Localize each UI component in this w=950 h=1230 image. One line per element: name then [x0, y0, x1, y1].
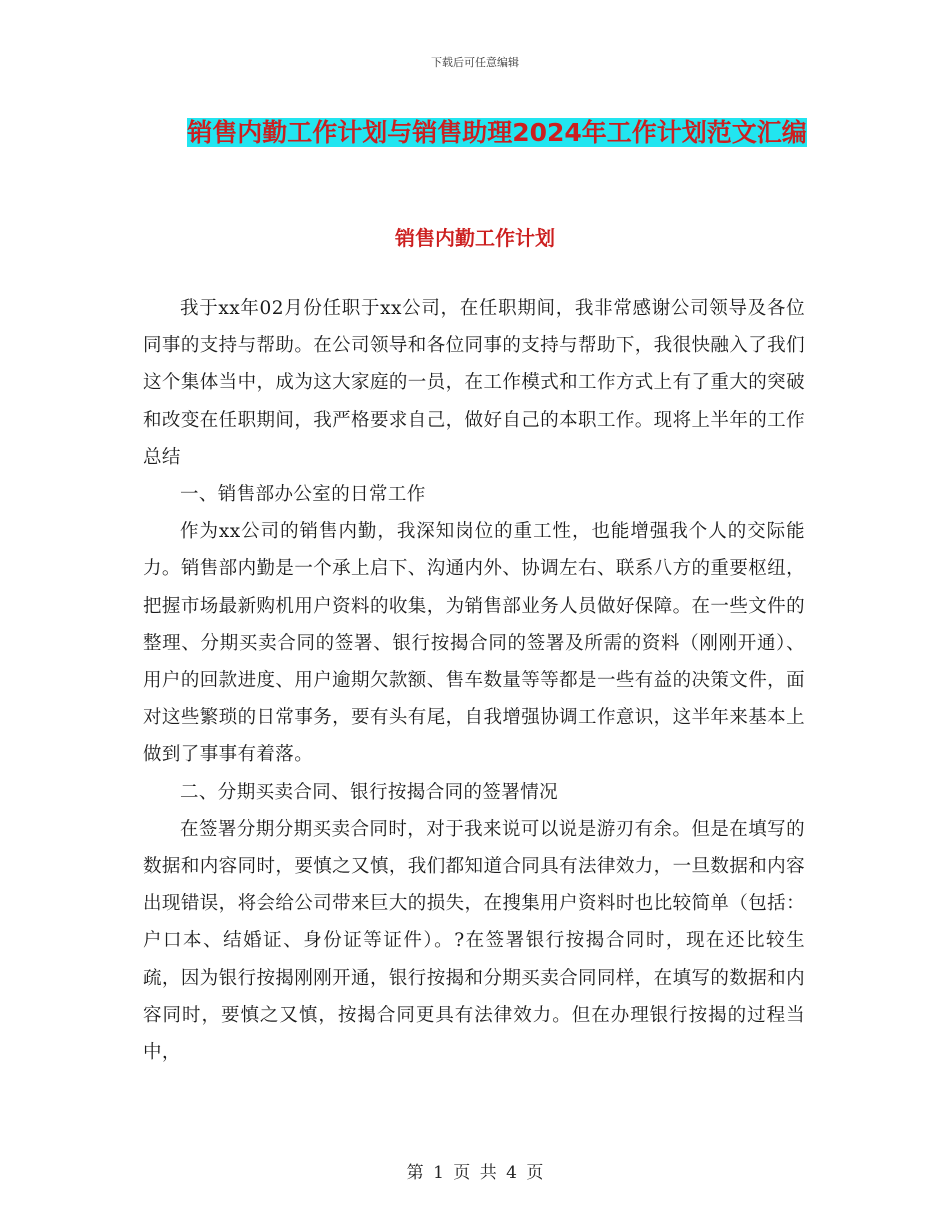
paragraph: 作为xx公司的销售内勤，我深知岗位的重工性，也能增强我个人的交际能力。销售部内勤是一个承上启下、沟通内外、协调左右、联系八方的重要枢纽，把握市场最新购机用户资料的收集，为销售部业务人员做好保障。在一些文件的整理、分期买卖合同的签署、银行按揭合同的签署及所需的资料（刚刚开通）、用户的回款进度、用户逾期欠款额、售车数量等等都是一些有益的决策文件，面对这些繁琐的日常事务，要有头有尾，自我增强协调工作意识，这半年来基本上做到了事事有着落。: [143, 521, 805, 766]
paragraph: 二、分期买卖合同、银行按揭合同的签署情况: [180, 781, 559, 803]
page-footer: 第 1 页 共 4 页: [406, 1163, 544, 1183]
document-title: [186, 112, 808, 154]
paragraph: 一、销售部办公室的日常工作: [180, 484, 426, 506]
paragraph: 在签署分期分期买卖合同时，对于我来说可以说是游刃有余。但是在填写的数据和内容同时，要慎之又慎，我们都知道合同具有法律效力，一旦数据和内容出现错误，将会给公司带来巨大的损失，在搜集用户资料时也比较简单（包括：户口本、结婚证、身份证等证件）。?在签署银行按揭合同时，现在还比较生疏，因为银行按揭刚刚开通，银行按揭和分期买卖合同同样，在填写的数据和内容同时，要慎之又慎，按揭合同更具有法律效力。但在办理银行按揭的过程当中，: [143, 818, 805, 1064]
section-title: 销售内勤工作计划: [395, 226, 555, 250]
header-note: 下载后可任意编辑: [431, 56, 519, 69]
document-title-text: 销售内勤工作计划与销售助理2024年工作计划范文汇编: [187, 118, 807, 147]
document-body: [143, 290, 805, 1071]
paragraph: 我于xx年02月份任职于xx公司，在任职期间，我非常感谢公司领导及各位同事的支持与帮助。在公司领导和各位同事的支持与帮助下，我很快融入了我们这个集体当中，成为这大家庭的一员，在工作模式和工作方式上有了重大的突破和改变在任职期间，我严格要求自己，做好自己的本职工作。现将上半年的工作总结: [143, 298, 805, 468]
